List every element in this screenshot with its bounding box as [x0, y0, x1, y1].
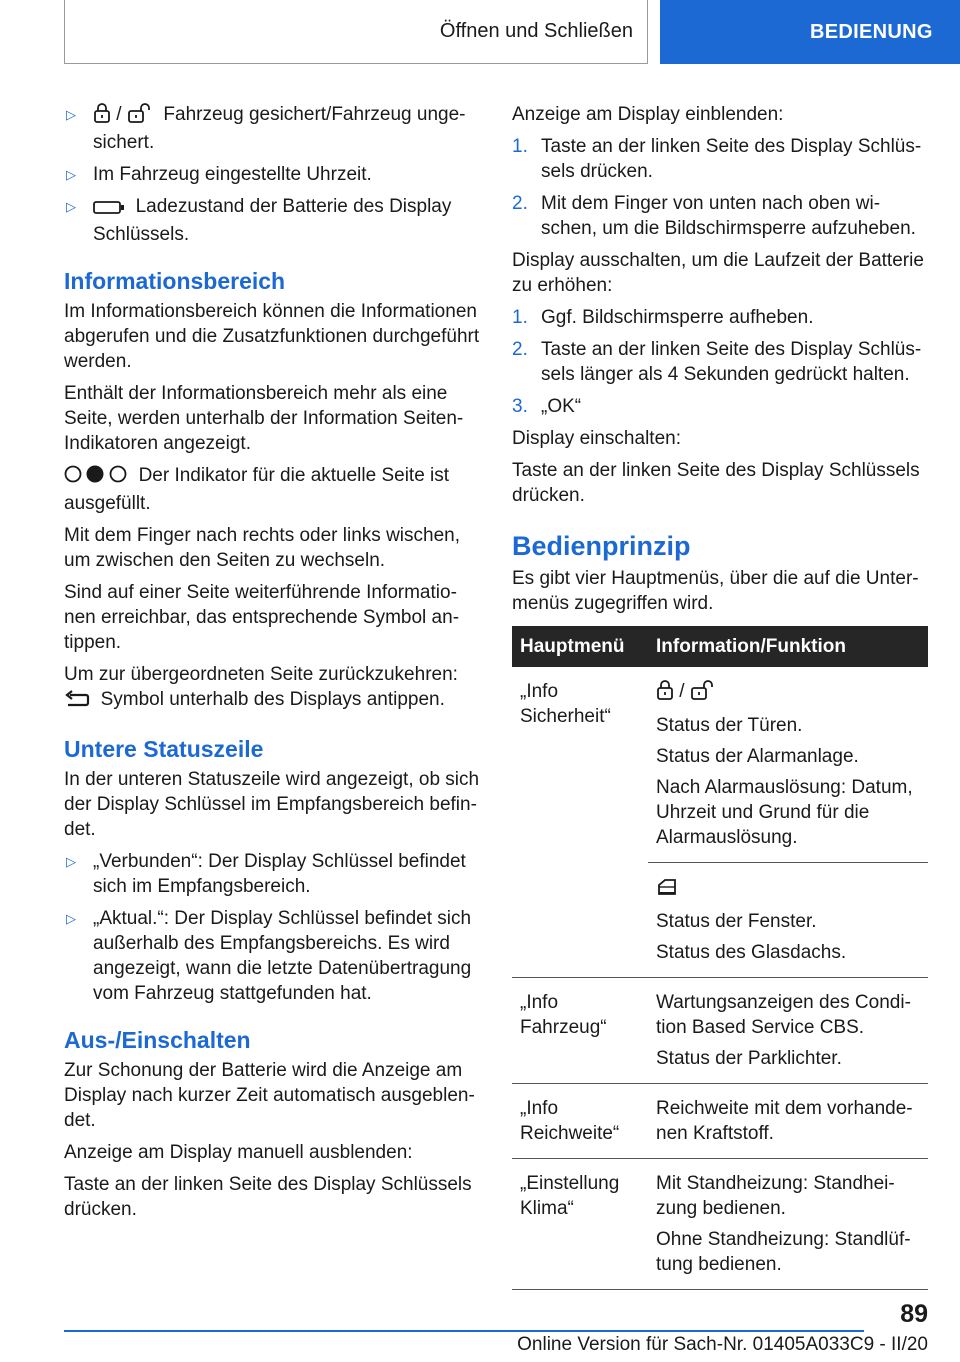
- principle-heading: Bedienprinzip: [512, 531, 691, 561]
- lock-open-icon: [690, 680, 716, 707]
- show-steps: [512, 134, 928, 241]
- off-steps: [512, 305, 928, 419]
- info-paragraph: Mit dem Finger nach rechts oder links wischen, um zwischen den Seiten zu wechseln.: [64, 525, 460, 571]
- step-text: „OK“: [541, 396, 582, 417]
- status-bullet-text: „Aktual.“: Der Display Schlüssel befindet sich außerhalb des Empfangsbereichs. Es wird angezeigt, wann die letzte Datenübertragung vom Fahrzeug stattgefunden hat.: [93, 908, 472, 1004]
- table-cell: [648, 863, 928, 978]
- onoff-paragraph: Zur Schonung der Batterie wird die Anzeige am Display nach kurzer Zeit automatisch ausgeblendet.: [64, 1060, 475, 1131]
- table-header-cell: Information/Funktion: [648, 626, 928, 667]
- info-paragraph: Um zur übergeordneten Seite zurückzukehren:: [64, 664, 458, 685]
- footer-text: Online Version für Sach-Nr. 01405A033C9 - II/20: [517, 1334, 928, 1355]
- icon-slash: /: [116, 104, 122, 125]
- onoff-paragraph: Anzeige am Display manuell ausblenden:: [64, 1142, 413, 1163]
- menu-name: „Info Sicherheit“: [520, 681, 611, 727]
- lock-closed-icon: [656, 680, 674, 707]
- lock-closed-icon: [93, 103, 111, 130]
- menu-name: „Info Reichweite“: [520, 1098, 620, 1144]
- info-paragraph: Sind auf einer Seite weiterführende Informationen erreichbar, das entsprechende Symbol antippen.: [64, 582, 460, 653]
- triangle-bullet-icon: ▷: [66, 911, 76, 926]
- info-paragraph: [64, 687, 480, 715]
- status-list: [64, 849, 480, 1006]
- cell-text: Status der Fenster.: [656, 911, 817, 932]
- table-cell: [512, 1159, 648, 1290]
- step-number: 1.: [512, 307, 528, 328]
- info-paragraph: [64, 463, 480, 516]
- info-paragraph: Enthält der Informationsbereich mehr als eine Seite, werden unterhalb der Information Seiten-Indikatoren angezeigt.: [64, 383, 464, 454]
- info-indicator-text: Der Indikator für die aktuelle Seite ist ausgefüllt.: [64, 465, 450, 514]
- step-text: Ggf. Bildschirmsperre aufheben.: [541, 307, 814, 328]
- off-intro: Display ausschalten, um die Laufzeit der Batterie zu erhöhen:: [512, 250, 924, 296]
- table-row: [512, 1084, 928, 1159]
- status-bullet-text: „Verbunden“: Der Display Schlüssel befindet sich im Empfangsbereich.: [93, 851, 466, 897]
- table-row: [512, 667, 928, 863]
- step-number: 3.: [512, 396, 528, 417]
- cell-text: Status der Alarmanlage.: [656, 746, 859, 767]
- step-number: 2.: [512, 339, 528, 360]
- table-cell: [648, 978, 928, 1084]
- step-text: Taste an der linken Seite des Display Schlüssels drücken.: [541, 136, 922, 182]
- step-number: 1.: [512, 136, 528, 157]
- cell-text: Nach Alarmauslösung: Datum, Uhrzeit und Grund für die Alarmauslösung.: [656, 777, 913, 848]
- lock-open-icon: [127, 103, 153, 130]
- list-item: [64, 849, 480, 899]
- onoff-heading: Aus-/Einschalten: [64, 1027, 251, 1053]
- menu-name: „Info Fahrzeug“: [520, 992, 607, 1038]
- on-intro: Display einschalten:: [512, 428, 681, 449]
- cell-text: Ohne Standheizung: Standlüftung bedienen.: [656, 1229, 911, 1275]
- cell-text: Status der Türen.: [656, 715, 803, 736]
- list-item: [64, 906, 480, 1006]
- list-item: [512, 337, 928, 387]
- header-section: [64, 0, 648, 64]
- menu-name: „Einstellung Klima“: [520, 1173, 620, 1219]
- header-chapter: [660, 0, 960, 64]
- right-column: [512, 102, 928, 1290]
- table-cell: [512, 978, 648, 1084]
- step-text: Taste an der linken Seite des Display Schlüssels länger als 4 Sekunden gedrückt halten.: [541, 339, 922, 385]
- list-item: [512, 134, 928, 184]
- table-row: [512, 978, 928, 1084]
- menu-table: [512, 626, 928, 1290]
- bullet-lock-text: Fahrzeug gesichert/Fahrzeug ungesichert.: [93, 104, 466, 153]
- step-text: Mit dem Finger von unten nach oben wischen, um die Bildschirmsperre aufzuheben.: [541, 193, 916, 239]
- list-item: [512, 305, 928, 330]
- table-cell: [512, 863, 648, 978]
- table-header-row: [512, 626, 928, 667]
- table-header-cell: Hauptmenü: [512, 626, 648, 667]
- info-back-text: Symbol unterhalb des Displays antippen.: [100, 689, 445, 710]
- table-cell: [512, 667, 648, 863]
- bullet-time-text: Im Fahrzeug eingestellte Uhrzeit.: [93, 164, 372, 185]
- cell-text: Status des Glasdachs.: [656, 942, 847, 963]
- table-cell: [648, 1084, 928, 1159]
- status-paragraph: In der unteren Statuszeile wird angezeigt, ob sich der Display Schlüssel im Empfangsbereich befindet.: [64, 769, 480, 840]
- show-intro: Anzeige am Display einblenden:: [512, 104, 784, 125]
- list-item: [64, 194, 480, 247]
- list-item: [64, 162, 480, 187]
- cell-text: Mit Standheizung: Standheizung bedienen.: [656, 1173, 895, 1219]
- footer-divider: [64, 1330, 864, 1332]
- icon-slash: /: [679, 681, 685, 702]
- left-column: [64, 102, 480, 1229]
- cell-text: Status der Parklichter.: [656, 1048, 842, 1069]
- back-arrow-icon: [64, 690, 90, 715]
- window-icon: [656, 878, 678, 903]
- info-paragraph: Im Informationsbereich können die Informationen abgerufen und die Zusatzfunktionen durchgeführt werden.: [64, 301, 480, 372]
- onoff-paragraph: Taste an der linken Seite des Display Schlüssels drücken.: [64, 1174, 472, 1220]
- info-heading: Informationsbereich: [64, 268, 286, 294]
- list-item: [64, 102, 480, 155]
- table-row: [512, 863, 928, 978]
- page-number: 89: [900, 1300, 928, 1328]
- cell-text: Reichweite mit dem vorhandenen Kraftstoff.: [656, 1098, 913, 1144]
- table-row: [512, 1159, 928, 1290]
- cell-icons: [656, 679, 920, 707]
- step-number: 2.: [512, 193, 528, 214]
- battery-icon: [93, 197, 125, 222]
- cell-text: Wartungsanzeigen des Condition Based Service CBS.: [656, 992, 911, 1038]
- header-section-title: Öffnen und Schließen: [439, 20, 633, 42]
- header-chapter-title: BEDIENUNG: [810, 20, 933, 43]
- status-heading: Untere Statuszeile: [64, 736, 264, 762]
- triangle-bullet-icon: ▷: [66, 199, 76, 214]
- triangle-bullet-icon: ▷: [66, 167, 76, 182]
- page-indicator-icon: [64, 464, 128, 491]
- triangle-bullet-icon: ▷: [66, 107, 76, 122]
- list-item: [512, 394, 928, 419]
- table-cell: [512, 1084, 648, 1159]
- status-icon-list: [64, 102, 480, 247]
- triangle-bullet-icon: ▷: [66, 854, 76, 869]
- principle-paragraph: Es gibt vier Hauptmenüs, über die auf die Untermenüs zugegriffen wird.: [512, 568, 919, 614]
- bullet-battery-text: Ladezustand der Batterie des Display Schlüssels.: [93, 196, 452, 245]
- on-paragraph: Taste an der linken Seite des Display Schlüssels drücken.: [512, 460, 920, 506]
- cell-icons: [656, 875, 920, 903]
- list-item: [512, 191, 928, 241]
- table-cell: [648, 667, 928, 863]
- table-cell: [648, 1159, 928, 1290]
